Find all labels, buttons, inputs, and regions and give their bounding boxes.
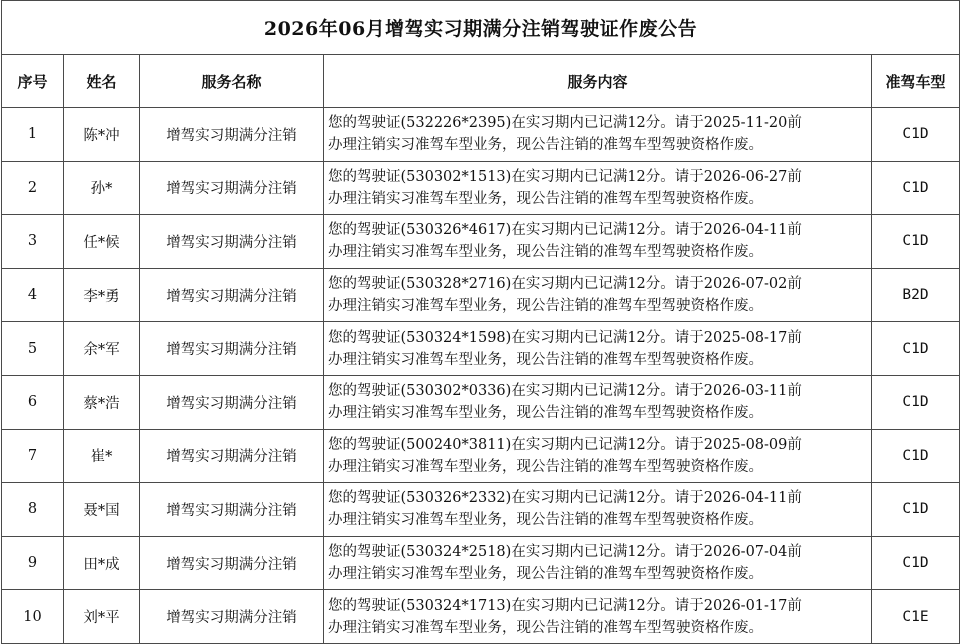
content-line-1: 您的驾驶证(530326*4617)在实习期内已记满12分。请于2026-04-11前 xyxy=(328,222,802,239)
cell-seq: 2 xyxy=(2,161,64,215)
cell-service-content xyxy=(324,429,872,483)
content-line-1: 您的驾驶证(530324*2518)在实习期内已记满12分。请于2026-07-04前 xyxy=(328,544,802,561)
content-line-2: 办理注销实习准驾车型业务，现公告注销的准驾车型驾驶资格作废。 xyxy=(328,244,763,261)
table-row xyxy=(2,268,960,322)
content-line-1: 您的驾驶证(530324*1598)在实习期内已记满12分。请于2025-08-17前 xyxy=(328,329,802,346)
cell-service-content xyxy=(324,483,872,537)
cell-service-name: 增驾实习期满分注销 xyxy=(140,161,324,215)
content-line-1: 您的驾驶证(530302*1513)在实习期内已记满12分。请于2026-06-27前 xyxy=(328,168,802,185)
cell-name: 余*军 xyxy=(64,322,140,376)
content-line-2: 办理注销实习准驾车型业务，现公告注销的准驾车型驾驶资格作废。 xyxy=(328,512,763,529)
cell-name: 蔡*浩 xyxy=(64,375,140,429)
cell-name: 李*勇 xyxy=(64,268,140,322)
cell-service-name: 增驾实习期满分注销 xyxy=(140,483,324,537)
cell-name: 陈*冲 xyxy=(64,108,140,162)
table-row xyxy=(2,590,960,644)
cell-service-name: 增驾实习期满分注销 xyxy=(140,108,324,162)
table-row xyxy=(2,375,960,429)
content-line-1: 您的驾驶证(530324*1713)在实习期内已记满12分。请于2026-01-17前 xyxy=(328,597,802,614)
cell-service-name: 增驾实习期满分注销 xyxy=(140,322,324,376)
cell-service-content xyxy=(324,108,872,162)
cell-seq: 6 xyxy=(2,375,64,429)
table-row xyxy=(2,161,960,215)
table-row xyxy=(2,536,960,590)
cell-service-content xyxy=(324,215,872,269)
header-name: 姓名 xyxy=(64,55,140,108)
content-line-2: 办理注销实习准驾车型业务，现公告注销的准驾车型驾驶资格作废。 xyxy=(328,619,763,636)
cell-vehicle-type: C1D xyxy=(872,108,960,162)
cell-service-name: 增驾实习期满分注销 xyxy=(140,590,324,644)
table-row xyxy=(2,429,960,483)
announcement-title: 2026年06月增驾实习期满分注销驾驶证作废公告 xyxy=(2,1,960,55)
content-line-2: 办理注销实习准驾车型业务，现公告注销的准驾车型驾驶资格作废。 xyxy=(328,298,763,315)
cell-name: 刘*平 xyxy=(64,590,140,644)
content-line-2: 办理注销实习准驾车型业务，现公告注销的准驾车型驾驶资格作废。 xyxy=(328,351,763,368)
table-row xyxy=(2,322,960,376)
cell-name: 孙* xyxy=(64,161,140,215)
content-line-1: 您的驾驶证(532226*2395)在实习期内已记满12分。请于2025-11-20前 xyxy=(328,115,802,132)
cell-service-content xyxy=(324,322,872,376)
content-line-2: 办理注销实习准驾车型业务，现公告注销的准驾车型驾驶资格作废。 xyxy=(328,190,763,207)
content-line-2: 办理注销实习准驾车型业务，现公告注销的准驾车型驾驶资格作废。 xyxy=(328,566,763,583)
cell-seq: 8 xyxy=(2,483,64,537)
table-body xyxy=(2,108,960,644)
cell-service-name: 增驾实习期满分注销 xyxy=(140,215,324,269)
cell-vehicle-type: C1D xyxy=(872,536,960,590)
cell-service-name: 增驾实习期满分注销 xyxy=(140,268,324,322)
cell-name: 聂*国 xyxy=(64,483,140,537)
content-line-1: 您的驾驶证(530326*2332)在实习期内已记满12分。请于2026-04-11前 xyxy=(328,490,802,507)
title-row xyxy=(2,1,960,55)
cell-seq: 3 xyxy=(2,215,64,269)
content-line-2: 办理注销实习准驾车型业务，现公告注销的准驾车型驾驶资格作废。 xyxy=(328,137,763,154)
cell-vehicle-type: C1D xyxy=(872,161,960,215)
cell-name: 任*候 xyxy=(64,215,140,269)
cell-service-name: 增驾实习期满分注销 xyxy=(140,375,324,429)
cell-name: 崔* xyxy=(64,429,140,483)
cell-vehicle-type: C1E xyxy=(872,590,960,644)
cell-vehicle-type: C1D xyxy=(872,375,960,429)
cell-seq: 9 xyxy=(2,536,64,590)
cell-service-content xyxy=(324,536,872,590)
header-row xyxy=(2,55,960,108)
cell-vehicle-type: C1D xyxy=(872,483,960,537)
cell-vehicle-type: C1D xyxy=(872,215,960,269)
cell-seq: 4 xyxy=(2,268,64,322)
cell-service-content xyxy=(324,161,872,215)
cell-service-content xyxy=(324,268,872,322)
cell-seq: 5 xyxy=(2,322,64,376)
header-service-name: 服务名称 xyxy=(140,55,324,108)
header-vehicle-type: 准驾车型 xyxy=(872,55,960,108)
header-seq: 序号 xyxy=(2,55,64,108)
content-line-2: 办理注销实习准驾车型业务，现公告注销的准驾车型驾驶资格作废。 xyxy=(328,458,763,475)
cell-name: 田*成 xyxy=(64,536,140,590)
header-service-content: 服务内容 xyxy=(324,55,872,108)
announcement-table xyxy=(1,0,960,644)
table-row xyxy=(2,483,960,537)
cell-service-name: 增驾实习期满分注销 xyxy=(140,536,324,590)
content-line-1: 您的驾驶证(500240*3811)在实习期内已记满12分。请于2025-08-09前 xyxy=(328,436,802,453)
cell-service-name: 增驾实习期满分注销 xyxy=(140,429,324,483)
cell-vehicle-type: C1D xyxy=(872,322,960,376)
cell-seq: 10 xyxy=(2,590,64,644)
cell-service-content xyxy=(324,375,872,429)
cell-vehicle-type: B2D xyxy=(872,268,960,322)
cell-service-content xyxy=(324,590,872,644)
table-row xyxy=(2,215,960,269)
cell-vehicle-type: C1D xyxy=(872,429,960,483)
cell-seq: 7 xyxy=(2,429,64,483)
content-line-1: 您的驾驶证(530302*0336)在实习期内已记满12分。请于2026-03-11前 xyxy=(328,383,802,400)
cell-seq: 1 xyxy=(2,108,64,162)
content-line-2: 办理注销实习准驾车型业务，现公告注销的准驾车型驾驶资格作废。 xyxy=(328,405,763,422)
table-row xyxy=(2,108,960,162)
content-line-1: 您的驾驶证(530328*2716)在实习期内已记满12分。请于2026-07-02前 xyxy=(328,276,802,293)
